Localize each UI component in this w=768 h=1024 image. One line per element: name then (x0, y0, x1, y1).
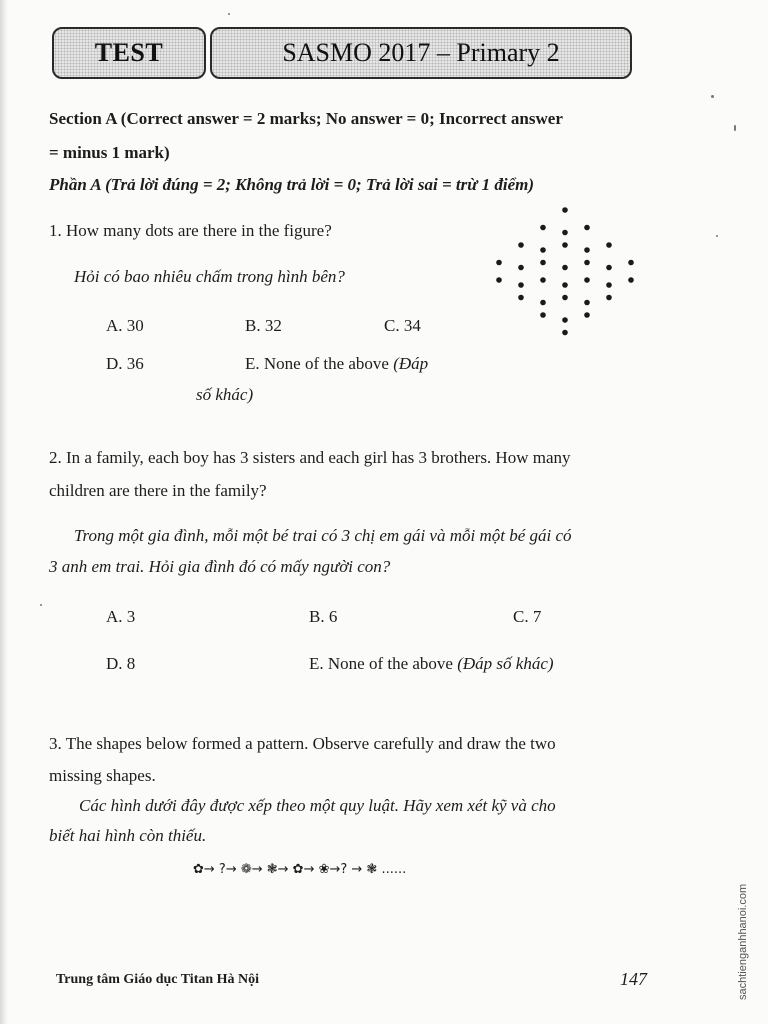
dot (584, 225, 590, 231)
q2-question-line1: 2. In a family, each boy has 3 sisters and each girl has 3 brothers. How many (49, 448, 571, 467)
dot (540, 225, 546, 231)
dot (562, 330, 568, 336)
dot (540, 300, 546, 306)
dot (540, 260, 546, 266)
dot (540, 247, 546, 253)
q3-question-vi-line1: Các hình dưới đây được xếp theo một quy luật. Hãy xem xét kỹ và cho (79, 796, 556, 815)
dot (606, 242, 612, 248)
dot (562, 242, 568, 248)
q1-question-vi: Hỏi có bao nhiêu chấm trong hình bên? (74, 267, 345, 286)
dot (628, 260, 634, 266)
test-label-box (52, 27, 206, 79)
dot (540, 277, 546, 283)
scan-speck (716, 235, 718, 237)
page-header (52, 27, 632, 79)
q1-option-a: A. 30 (106, 316, 144, 335)
q2-option-a: A. 3 (106, 607, 136, 626)
dot (606, 282, 612, 288)
scan-speck (40, 604, 42, 606)
q2-option-e-label: E. None of the above (309, 654, 453, 673)
scan-speck (734, 125, 736, 131)
q3-question-vi-line2: biết hai hình còn thiếu. (49, 826, 207, 845)
q3-question-line2: missing shapes. (49, 766, 156, 785)
dot (518, 282, 524, 288)
q2-option-c: C. 7 (513, 607, 542, 626)
q1-option-e-vi: (Đáp (393, 354, 429, 373)
side-watermark: sachtienganhhanoi.com (737, 883, 749, 1000)
dot (562, 317, 568, 323)
q1-option-b: B. 32 (245, 316, 282, 335)
page-number: 147 (620, 969, 647, 989)
scan-speck (711, 95, 714, 98)
q1-option-c: C. 34 (384, 316, 421, 335)
q2-option-b: B. 6 (309, 607, 338, 626)
dot (518, 265, 524, 271)
dot (540, 312, 546, 318)
dot (606, 265, 612, 271)
dot (518, 295, 524, 301)
section-heading-line1: Section A (Correct answer = 2 marks; No answer = 0; Incorrect answer (49, 109, 563, 128)
q1-option-e (245, 355, 428, 372)
section-heading-vi: Phần A (Trả lời đúng = 2; Không trả lời = 0; Trả lời sai = trừ 1 điểm) (49, 175, 535, 194)
dot (584, 312, 590, 318)
q1-option-e-label: E. None of the above (245, 354, 389, 373)
scan-edge (0, 0, 8, 1024)
dot (496, 277, 502, 283)
title-box (210, 27, 632, 79)
q2-option-d: D. 8 (106, 654, 136, 673)
dot (584, 300, 590, 306)
dot (562, 265, 568, 271)
scan-speck (228, 13, 230, 15)
dot (584, 260, 590, 266)
q1-dot-figure (480, 200, 650, 360)
q1-question: 1. How many dots are there in the figure? (49, 221, 332, 240)
dot (584, 277, 590, 283)
q1-option-d: D. 36 (106, 354, 144, 373)
dot (562, 282, 568, 288)
dot (518, 242, 524, 248)
dot (496, 260, 502, 266)
page-title: SASMO 2017 – Primary 2 (282, 38, 560, 67)
footer-center-name: Trung tâm Giáo dục Titan Hà Nội (56, 972, 260, 987)
dot (584, 247, 590, 253)
q2-question-line2: children are there in the family? (49, 481, 267, 500)
q2-option-e (309, 655, 554, 672)
dot (562, 207, 568, 213)
q1-option-e-vi-cont: số khác) (196, 385, 254, 404)
test-label: TEST (94, 38, 164, 67)
dot (562, 230, 568, 236)
q2-option-e-vi: (Đáp số khác) (457, 654, 554, 673)
q2-question-vi-line2: 3 anh em trai. Hỏi gia đình đó có mấy người con? (49, 557, 391, 576)
dot (606, 295, 612, 301)
dot (562, 295, 568, 301)
q3-pattern-sequence: ✿→ ?→ ❁→ ❃→ ✿→ ❀→? → ❃ ...... (193, 862, 407, 877)
section-heading-line2: = minus 1 mark) (49, 143, 170, 162)
q3-question-line1: 3. The shapes below formed a pattern. Observe carefully and draw the two (49, 734, 556, 753)
q2-question-vi-line1: Trong một gia đình, mỗi một bé trai có 3 chị em gái và mỗi một bé gái có (74, 526, 572, 545)
dot (628, 277, 634, 283)
